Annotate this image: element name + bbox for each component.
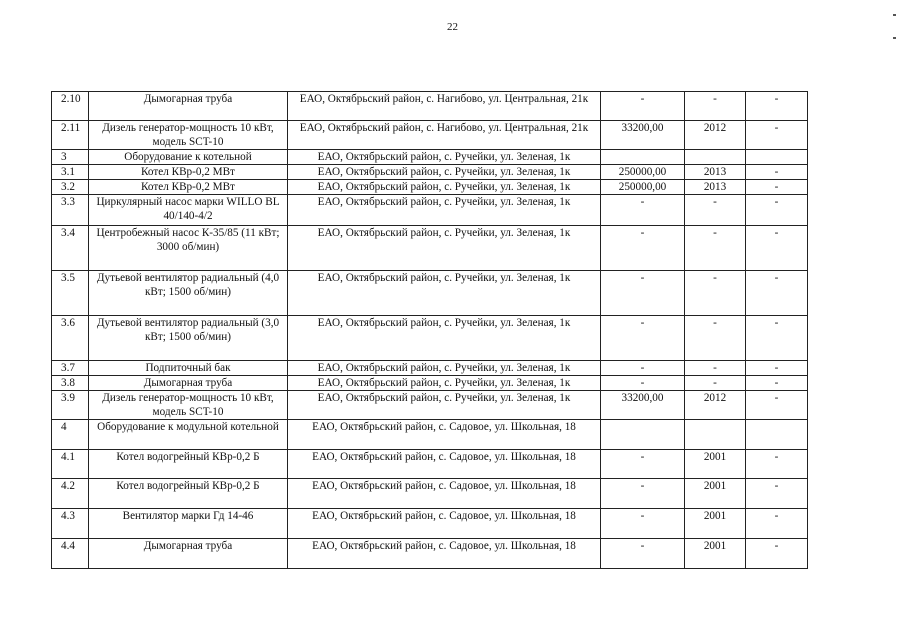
item-number: 3.4 <box>52 226 89 271</box>
item-note <box>746 150 808 165</box>
item-year: - <box>685 226 746 271</box>
item-year: 2001 <box>685 539 746 569</box>
item-address: ЕАО, Октябрьский район, с. Садовое, ул. Школьная, 18 <box>288 420 601 450</box>
item-address: ЕАО, Октябрьский район, с. Ручейки, ул. Зеленая, 1к <box>288 180 601 195</box>
item-address: ЕАО, Октябрьский район, с. Нагибово, ул. Центральная, 21к <box>288 121 601 150</box>
item-number: 3.6 <box>52 316 89 361</box>
item-address: ЕАО, Октябрьский район, с. Нагибово, ул. Центральная, 21к <box>288 92 601 121</box>
item-name: Дизель генератор-мощность 10 кВт, модель SCT-10 <box>89 391 288 420</box>
equipment-table-body <box>52 92 808 569</box>
item-name: Котел водогрейный КВр-0,2 Б <box>89 450 288 479</box>
item-address: ЕАО, Октябрьский район, с. Садовое, ул. Школьная, 18 <box>288 509 601 539</box>
item-value: - <box>601 509 685 539</box>
item-note: - <box>746 271 808 316</box>
item-note: - <box>746 376 808 391</box>
table-row <box>52 92 808 121</box>
table-row <box>52 271 808 316</box>
item-note: - <box>746 226 808 271</box>
item-number: 4 <box>52 420 89 450</box>
item-note: - <box>746 479 808 509</box>
table-row <box>52 195 808 226</box>
item-number: 4.3 <box>52 509 89 539</box>
table-row <box>52 150 808 165</box>
item-note: - <box>746 316 808 361</box>
item-note: - <box>746 450 808 479</box>
item-number: 3.2 <box>52 180 89 195</box>
item-address: ЕАО, Октябрьский район, с. Ручейки, ул. Зеленая, 1к <box>288 195 601 226</box>
item-year: 2012 <box>685 391 746 420</box>
item-name: Дизель генератор-мощность 10 кВт, модель SCT-10 <box>89 121 288 150</box>
item-year <box>685 150 746 165</box>
item-year: - <box>685 195 746 226</box>
item-value <box>601 150 685 165</box>
item-number: 3.5 <box>52 271 89 316</box>
item-value <box>601 420 685 450</box>
item-address: ЕАО, Октябрьский район, с. Садовое, ул. Школьная, 18 <box>288 479 601 509</box>
item-value: - <box>601 450 685 479</box>
table-row <box>52 479 808 509</box>
item-number: 2.10 <box>52 92 89 121</box>
item-name: Дутьевой вентилятор радиальный (4,0 кВт; 1500 об/мин) <box>89 271 288 316</box>
item-value: - <box>601 92 685 121</box>
item-value: 33200,00 <box>601 121 685 150</box>
item-year: - <box>685 361 746 376</box>
item-name: Циркулярный насос марки WILLO BL 40/140-4/2 <box>89 195 288 226</box>
item-year: 2013 <box>685 165 746 180</box>
item-address: ЕАО, Октябрьский район, с. Ручейки, ул. Зеленая, 1к <box>288 376 601 391</box>
table-row <box>52 376 808 391</box>
item-address: ЕАО, Октябрьский район, с. Садовое, ул. Школьная, 18 <box>288 539 601 569</box>
table-row <box>52 121 808 150</box>
item-value: - <box>601 195 685 226</box>
item-address: ЕАО, Октябрьский район, с. Ручейки, ул. Зеленая, 1к <box>288 361 601 376</box>
item-number: 4.4 <box>52 539 89 569</box>
item-note: - <box>746 361 808 376</box>
item-note: - <box>746 180 808 195</box>
item-number: 4.2 <box>52 479 89 509</box>
item-value: - <box>601 361 685 376</box>
item-year: - <box>685 316 746 361</box>
table-row <box>52 361 808 376</box>
item-address: ЕАО, Октябрьский район, с. Ручейки, ул. Зеленая, 1к <box>288 226 601 271</box>
item-value: - <box>601 539 685 569</box>
table-row <box>52 509 808 539</box>
item-number: 3.1 <box>52 165 89 180</box>
item-address: ЕАО, Октябрьский район, с. Ручейки, ул. Зеленая, 1к <box>288 165 601 180</box>
item-name: Дымогарная труба <box>89 376 288 391</box>
item-year: 2012 <box>685 121 746 150</box>
item-address: ЕАО, Октябрьский район, с. Ручейки, ул. Зеленая, 1к <box>288 391 601 420</box>
table-row <box>52 316 808 361</box>
item-address: ЕАО, Октябрьский район, с. Ручейки, ул. Зеленая, 1к <box>288 150 601 165</box>
item-address: ЕАО, Октябрьский район, с. Ручейки, ул. Зеленая, 1к <box>288 271 601 316</box>
item-name: Подпиточный бак <box>89 361 288 376</box>
item-name: Котел КВр-0,2 МВт <box>89 180 288 195</box>
item-number: 3.9 <box>52 391 89 420</box>
item-note: - <box>746 195 808 226</box>
item-value: - <box>601 226 685 271</box>
item-note: - <box>746 539 808 569</box>
scan-speck <box>893 14 896 16</box>
item-name: Центробежный насос К-35/85 (11 кВт; 3000 об/мин) <box>89 226 288 271</box>
item-year: - <box>685 376 746 391</box>
item-note: - <box>746 121 808 150</box>
item-number: 2.11 <box>52 121 89 150</box>
item-number: 3.3 <box>52 195 89 226</box>
item-address: ЕАО, Октябрьский район, с. Ручейки, ул. Зеленая, 1к <box>288 316 601 361</box>
table-row <box>52 391 808 420</box>
item-value: 33200,00 <box>601 391 685 420</box>
item-note: - <box>746 165 808 180</box>
item-name: Дымогарная труба <box>89 92 288 121</box>
item-name: Дутьевой вентилятор радиальный (3,0 кВт; 1500 об/мин) <box>89 316 288 361</box>
table-row <box>52 226 808 271</box>
page-number: 22 <box>447 21 458 33</box>
item-address: ЕАО, Октябрьский район, с. Садовое, ул. Школьная, 18 <box>288 450 601 479</box>
item-name: Котел КВр-0,2 МВт <box>89 165 288 180</box>
item-year: 2001 <box>685 450 746 479</box>
item-value: - <box>601 271 685 316</box>
item-name: Котел водогрейный КВр-0,2 Б <box>89 479 288 509</box>
table-row <box>52 180 808 195</box>
item-name: Оборудование к модульной котельной <box>89 420 288 450</box>
item-note: - <box>746 92 808 121</box>
item-year: - <box>685 92 746 121</box>
item-name: Вентилятор марки Гд 14-46 <box>89 509 288 539</box>
scan-speck <box>893 37 896 39</box>
item-name: Оборудование к котельной <box>89 150 288 165</box>
item-value: - <box>601 479 685 509</box>
item-note: - <box>746 509 808 539</box>
table-row <box>52 539 808 569</box>
item-value: 250000,00 <box>601 165 685 180</box>
item-value: 250000,00 <box>601 180 685 195</box>
item-number: 3 <box>52 150 89 165</box>
item-value: - <box>601 376 685 391</box>
table-row <box>52 420 808 450</box>
item-value: - <box>601 316 685 361</box>
item-year: 2001 <box>685 479 746 509</box>
item-number: 3.8 <box>52 376 89 391</box>
equipment-table <box>51 91 808 569</box>
item-year: 2001 <box>685 509 746 539</box>
item-year: 2013 <box>685 180 746 195</box>
table-row <box>52 165 808 180</box>
item-name: Дымогарная труба <box>89 539 288 569</box>
item-note <box>746 420 808 450</box>
table-row <box>52 450 808 479</box>
item-year: - <box>685 271 746 316</box>
item-year <box>685 420 746 450</box>
item-note: - <box>746 391 808 420</box>
item-number: 3.7 <box>52 361 89 376</box>
item-number: 4.1 <box>52 450 89 479</box>
